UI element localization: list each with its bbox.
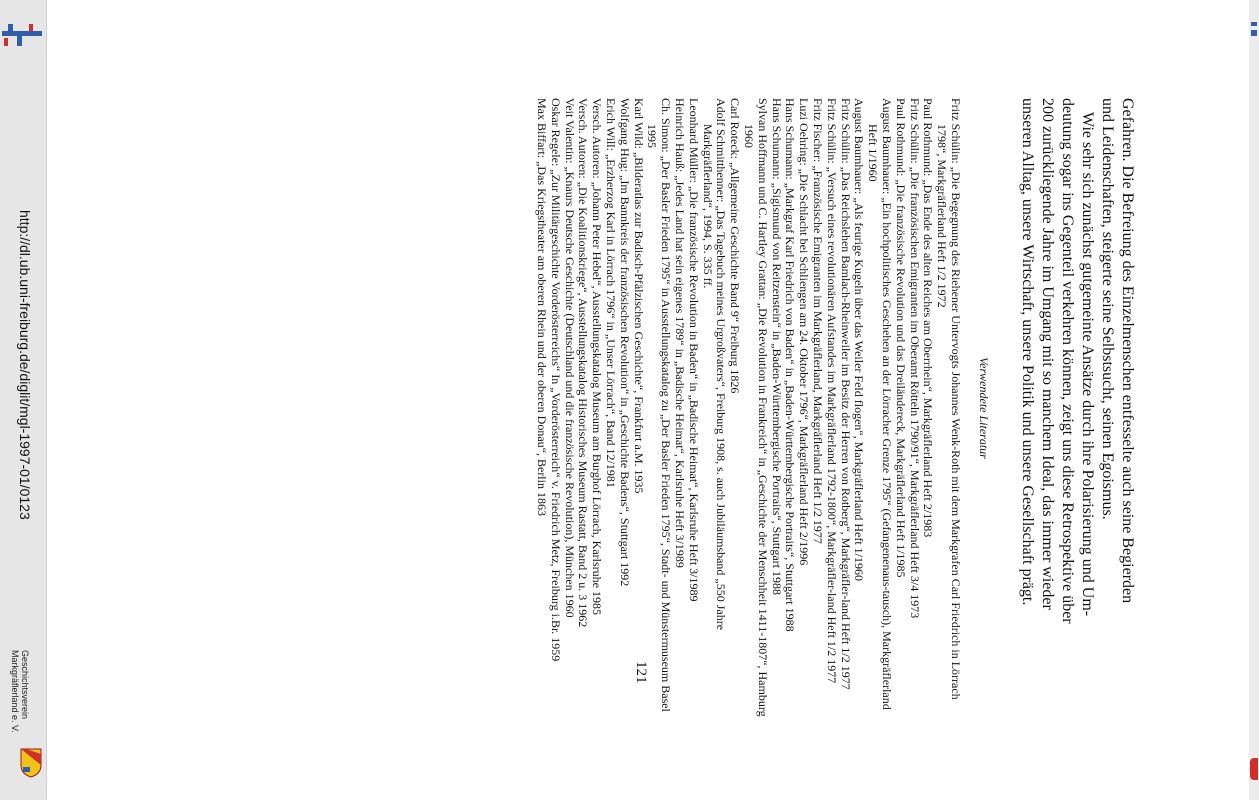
section-heading: Verwendete Literatur — [977, 357, 991, 459]
reference-item: August Baumhauer: „Ein hochpolitisches Geschehen an der Lörracher Grenze 1795“ (Gefangenenaus-tausch), Markgräflerland Heft 1/1960 — [866, 98, 895, 710]
ub-freiburg-logo-icon — [2, 22, 42, 48]
reference-item: Fritz Schülin: „Versuch eines revolutionären Aufstandes im Markgräflerland 1792-1800“, Markgräfler-land Heft 1/2 1977 — [824, 98, 839, 684]
reference-item: Heinrich Hauß: „Jedes Land hat sein eigenes 1789“ in „Badische Heimat“, Karlsruhe Heft 3/1989 — [673, 98, 688, 568]
reference-item: Sylvan Hoffmann und C. Hartley Grattan: „Die Revolution in Frankreich“ in „Geschichte der Menschheit 1411-1807“, Hamburg 1960 — [742, 98, 770, 717]
reference-item: Veit Valentin: „Knaurs Deutsche Geschichte (Deutschland und die französische Revolution), München 1960 — [562, 98, 577, 618]
reference-item: Fritz Fischer: „Französische Emigranten im Markgräflerland, Markgräflerland Heft 1/2 1977 — [811, 98, 826, 544]
reference-item: Paul Rothmund: „Das Ende des alten Reiches am Oberrhein“, Markgräflerland Heft 2/1983 — [921, 98, 936, 538]
body-text — [1017, 98, 1137, 718]
reference-item: Carl Roteck: „Allgemeine Geschichte Band 9“ Freiburg 1826 — [728, 98, 743, 394]
reference-item: Fritz Schülin: „Die Begegnung des Riehener Untervogts Johannes Wenk-Roth mit dem Markgrafen Carl Friedrich in Lörrach 1798“, Markgräflerland Heft 1/2 1972 — [935, 98, 963, 700]
reference-item: Versch. Autoren: „Johann Peter Hebel“, Ausstellungskatalog Museum am Burghof Lörrach, Karlsruhe 1985 — [590, 98, 605, 615]
reference-item: Wolfgang Hug: „Im Bannkreis der französischen Revolution“ in „Geschichte Badens“, Stuttgart 1992 — [617, 98, 632, 587]
right-logo-bar-icon — [1251, 30, 1257, 36]
reference-item: Hans Schumann: „Markgraf Karl Friedrich von Baden“ in „Baden-Württembergische Portraits“, Stuttgart 1988 — [783, 98, 798, 632]
reference-item: Ch. Simon: „Der Basler Frieden 1795“ in Ausstellungskatalog zu „Der Basler Frieden 1795“, Stadt- und Münstermuseum Basel 1995 — [645, 98, 674, 712]
publisher-line-2: Markgräflerland e. V. — [10, 650, 20, 733]
reference-item: Leonhard Müller: „Die französische Revolution in Baden“ in „Badische Heimat“, Karlsruhe Heft 3/1989 — [686, 98, 701, 602]
reference-item: August Baumhauer: „Als feurige Kugeln über das Weiler Feld flogen“, Markgräflerland Heft 1/1960 — [852, 98, 867, 581]
reference-item: Luzi Oehring: „Die Schlacht bei Schliengen am 24. Oktober 1796“, Markgräflerland Heft 2/1996 — [797, 98, 812, 566]
reference-item: Adolf Schmitthenner: „Das Tagebuch meines Urgroßvaters“, Freiburg 1908, s. auch Jubiläumsband „550 Jahre Markgräflerland“, 1994, S. 335 ff. — [700, 98, 729, 631]
page-number: 121 — [633, 661, 649, 684]
publisher-label — [10, 650, 30, 733]
reference-item: Fritz Schülin: „Das Reichslehen Bamlach-Rheinweiler im Besitz der Herren von Rotberg“, Markgräfler-land Heft 1/2 1977 — [838, 98, 853, 690]
body-line: Gefahren. Die Befreiung des Einzelmenschen entfesselte auch seine Begierden — [1119, 98, 1136, 604]
body-line: deutung sogar ins Gegenteil verkehren können, zeigt uns diese Retrospektive über — [1059, 98, 1076, 624]
publisher-line-1: Geschichtsverein — [20, 650, 30, 720]
scanned-page — [534, 98, 1137, 718]
left-sidebar — [0, 0, 47, 800]
body-line: und Leidenschaften, steigerte seine Selbstsucht, seinen Egoismus. — [1099, 98, 1116, 520]
reference-list — [534, 98, 962, 718]
crest-icon — [20, 748, 42, 778]
reference-item: Oskar Regele: „Zur Militärgeschichte Vorderösterreichs“ In „Vorderösterreich“ v. Friedrich Metz, Freiburg i.Br. 1959 — [548, 98, 563, 662]
reference-item: Fritz Schülin: „Die französischen Emigranten im Oberamt Rötteln 1790/91“, Markgräflerland Heft 3/4 1973 — [907, 98, 922, 619]
reference-item: Max Biffart: „Das Kriegstheater am oberen Rhein und der oberen Donau“, Berlin 1863 — [535, 98, 550, 516]
right-crest-icon — [1250, 758, 1258, 780]
reference-item: Paul Rothmund: „Die französische Revolution und das Dreiländereck, Markgräflerland Heft 1/1985 — [893, 98, 908, 578]
body-line: 200 zurückliegende Jahre im Umgang mit so manchem Ideal, das immer wieder — [1039, 98, 1056, 610]
right-sidebar — [1249, 0, 1259, 800]
body-line: unseren Alltag, unsere Wirtschaft, unsere Politik und unsere Gesellschaft prägt. — [1019, 98, 1036, 606]
body-line: Wie sehr sich zunächst gutgemeinte Ansätze durch ihre Polarisierung und Um- — [1079, 112, 1096, 617]
reference-item: Versch. Autoren: „Die Koalitionskriege“, Ausstellungskatalog Historisches Museum Rastatt, Band 2 u. 3 1962 — [576, 98, 591, 628]
reference-item: Karl Wild: „Bilderatlas zur Badisch-Pfälzischen Geschichte“, Frankfurt a.M. 1935 — [631, 98, 646, 494]
reference-item: Hans Schumann: „Sigismund von Reitzenstein“ in „Baden-Württembergische Portraits“, Stuttgart 1988 — [769, 98, 784, 596]
right-logo-bar-icon — [1251, 22, 1257, 26]
document-url[interactable]: http://dl.ub.uni-freiburg.de/diglit/mgl-1997-01/0123 — [17, 210, 33, 520]
reference-item: Erich Will: „Erzherzog Karl in Lörrach 1796“ in „Unser Lörrach“, Band 12/1981 — [604, 98, 619, 488]
